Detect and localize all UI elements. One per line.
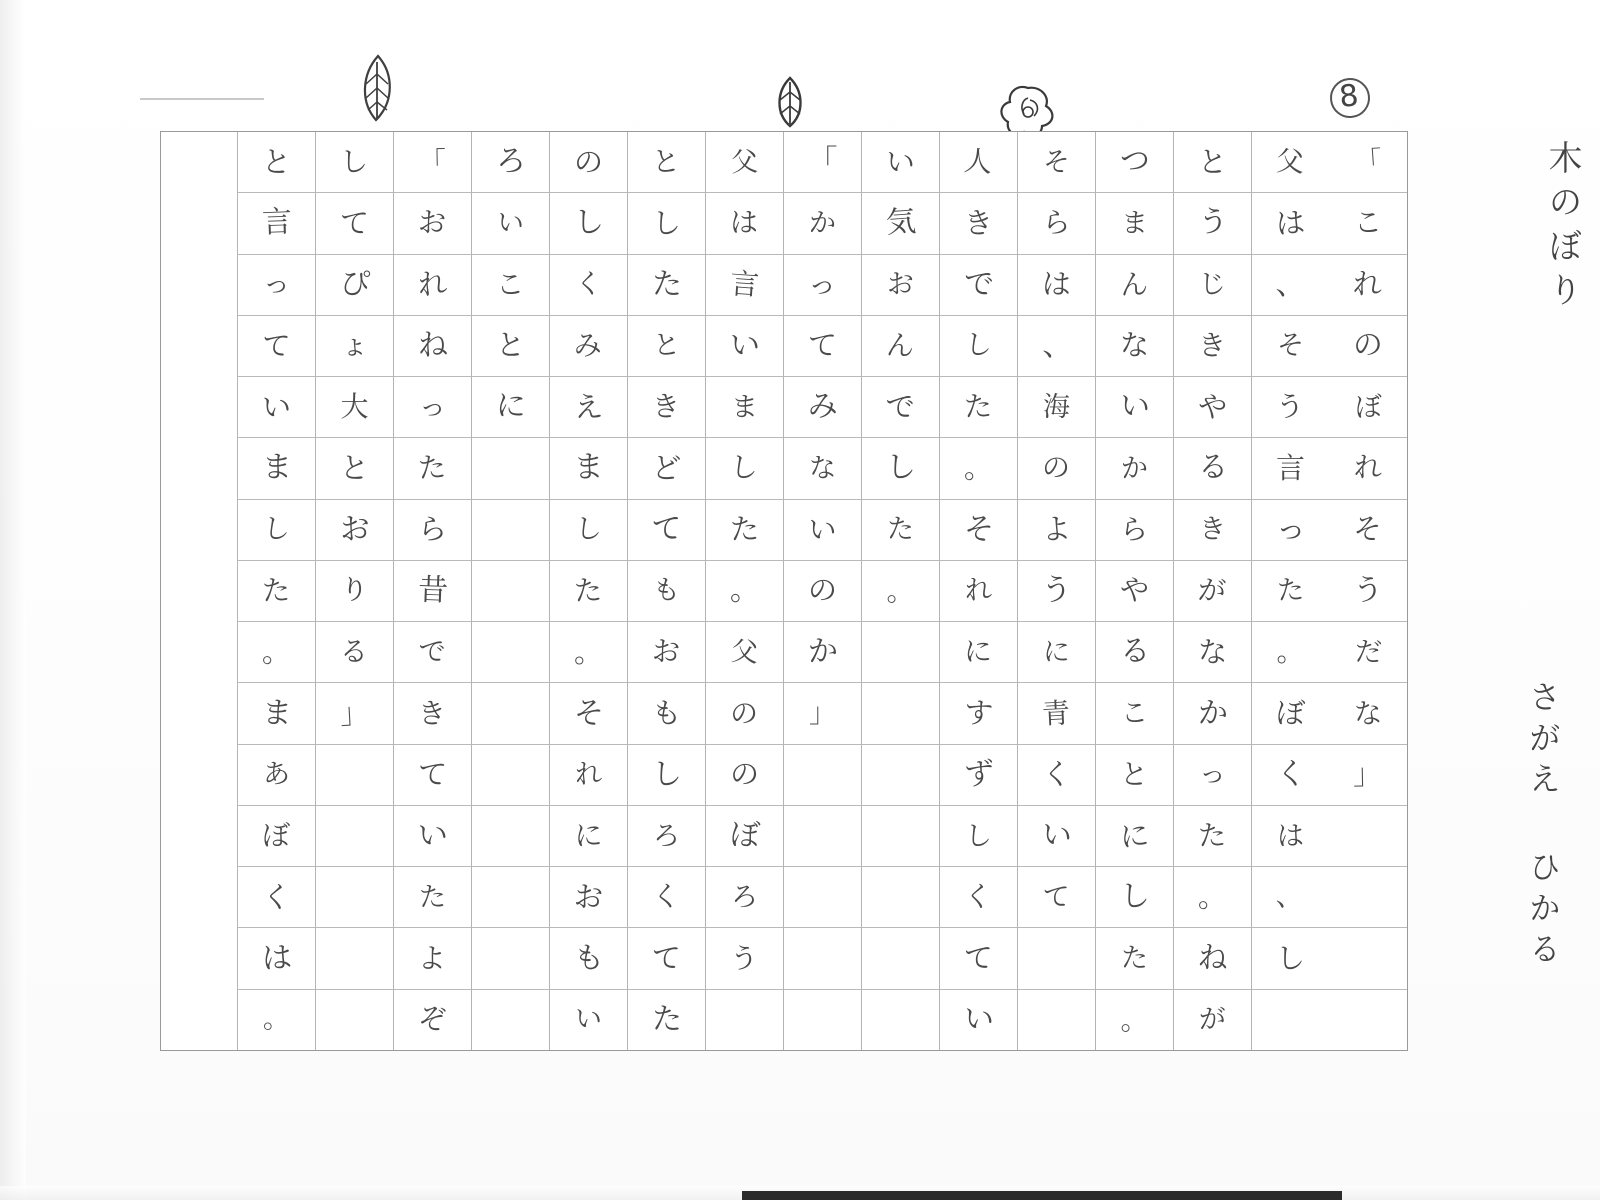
manuscript-cell: は	[706, 193, 783, 254]
manuscript-cell	[1329, 990, 1407, 1050]
manuscript-column	[1095, 132, 1173, 1050]
manuscript-cell: か	[784, 622, 861, 683]
manuscript-cell: す	[940, 683, 1017, 744]
manuscript-cell	[316, 806, 393, 867]
manuscript-cell: じ	[1174, 255, 1251, 316]
manuscript-cell: 。	[1119, 1001, 1150, 1037]
manuscript-cell: 。	[706, 561, 783, 622]
manuscript-cell: 昔	[394, 561, 471, 622]
manuscript-cell: て	[784, 316, 861, 377]
manuscript-cell: ま	[550, 438, 627, 499]
manuscript-cell: い	[784, 500, 861, 561]
manuscript-cell	[862, 990, 939, 1050]
manuscript-cell: 言	[238, 193, 315, 254]
manuscript-cell: る	[1096, 622, 1173, 683]
manuscript-cell: う	[706, 928, 783, 989]
manuscript-cell: し	[238, 500, 315, 561]
manuscript-cell	[1018, 928, 1095, 989]
manuscript-cell: ま	[238, 438, 315, 499]
manuscript-cell: れ	[1329, 255, 1407, 316]
manuscript-cell: 青	[1018, 683, 1095, 744]
manuscript-cell: そ	[550, 683, 627, 744]
manuscript-cell	[1329, 867, 1407, 928]
manuscript-cell: し	[940, 316, 1017, 377]
manuscript-cell: よ	[394, 928, 471, 989]
manuscript-cell: い	[1096, 377, 1173, 438]
manuscript-cell: ね	[394, 316, 471, 377]
manuscript-cell	[472, 745, 549, 806]
manuscript-cell: っ	[1174, 745, 1251, 806]
manuscript-cell	[862, 683, 939, 744]
manuscript-cell	[472, 990, 549, 1050]
manuscript-cell: の	[784, 561, 861, 622]
manuscript-cell: お	[628, 622, 705, 683]
manuscript-cell: れ	[940, 561, 1017, 622]
manuscript-cell: た	[940, 377, 1017, 438]
manuscript-cell: な	[784, 438, 861, 499]
manuscript-cell: う	[1329, 561, 1407, 622]
manuscript-cell: に	[550, 806, 627, 867]
manuscript-cell	[472, 622, 549, 683]
manuscript-cell: き	[1174, 316, 1251, 377]
composition-author: さがえ ひかる	[1524, 680, 1562, 973]
manuscript-cell: も	[550, 928, 627, 989]
manuscript-cell	[316, 867, 393, 928]
manuscript-column	[1251, 132, 1329, 1050]
manuscript-cell: 大	[316, 377, 393, 438]
manuscript-cell: ど	[628, 438, 705, 499]
manuscript-cell: き	[1174, 500, 1251, 561]
manuscript-cell: こ	[1329, 193, 1407, 254]
manuscript-column	[315, 132, 393, 1050]
manuscript-cell: 」	[784, 683, 861, 744]
manuscript-cell: し	[1096, 867, 1173, 928]
manuscript-cell	[784, 990, 861, 1050]
manuscript-cell: は	[1018, 255, 1095, 316]
manuscript-cell: な	[1096, 316, 1173, 377]
manuscript-cell: し	[550, 500, 627, 561]
manuscript-cell: る	[1174, 438, 1251, 499]
manuscript-cell: 人	[940, 132, 1017, 193]
manuscript-cell: ろ	[706, 867, 783, 928]
manuscript-cell: あ	[238, 745, 315, 806]
manuscript-cell: 「	[394, 132, 471, 193]
manuscript-cell: っ	[238, 255, 315, 316]
manuscript-cell: 父	[1252, 132, 1329, 193]
manuscript-cell: て	[394, 745, 471, 806]
composition-title: 木のぼり	[1542, 140, 1582, 316]
manuscript-cell: に	[1018, 622, 1095, 683]
manuscript-sheet	[160, 131, 1408, 1051]
manuscript-cell: そ	[940, 500, 1017, 561]
manuscript-cell	[1329, 928, 1407, 989]
manuscript-cell: ぼ	[706, 806, 783, 867]
manuscript-cell: て	[628, 928, 705, 989]
manuscript-cell: て	[628, 500, 705, 561]
manuscript-column	[1173, 132, 1251, 1050]
manuscript-cell: 」	[316, 683, 393, 744]
manuscript-cell: だ	[1329, 622, 1407, 683]
genkou-youshi-grid	[160, 131, 1408, 1051]
manuscript-cell: ろ	[628, 806, 705, 867]
page-number	[1330, 78, 1370, 118]
manuscript-cell: い	[706, 316, 783, 377]
manuscript-cell: よ	[1018, 500, 1095, 561]
manuscript-cell: く	[628, 867, 705, 928]
manuscript-column	[861, 132, 939, 1050]
manuscript-cell: 」	[1329, 745, 1407, 806]
manuscript-cell	[472, 867, 549, 928]
manuscript-cell: と	[472, 316, 549, 377]
manuscript-cell: ま	[1096, 193, 1173, 254]
manuscript-cell: 。	[1174, 867, 1251, 928]
leaf-doodle	[348, 52, 408, 124]
manuscript-cell: し	[940, 806, 1017, 867]
manuscript-cell: ぼ	[238, 806, 315, 867]
manuscript-cell: え	[550, 377, 627, 438]
manuscript-cell: れ	[550, 745, 627, 806]
manuscript-cell: た	[394, 438, 471, 499]
manuscript-cell: 、	[1252, 867, 1329, 928]
manuscript-cell: み	[550, 316, 627, 377]
manuscript-cell: っ	[1252, 500, 1329, 561]
manuscript-cell: と	[628, 316, 705, 377]
manuscript-cell: く	[1252, 745, 1329, 806]
manuscript-cell: ら	[394, 500, 471, 561]
manuscript-cell: う	[1252, 377, 1329, 438]
manuscript-cell	[316, 928, 393, 989]
manuscript-cell: れ	[394, 255, 471, 316]
manuscript-cell: 。	[862, 561, 939, 622]
manuscript-cell: ら	[1018, 193, 1095, 254]
manuscript-column	[1017, 132, 1095, 1050]
manuscript-cell: し	[706, 438, 783, 499]
manuscript-cell: の	[1329, 316, 1407, 377]
manuscript-cell: ぼ	[1252, 683, 1329, 744]
manuscript-cell	[316, 745, 393, 806]
manuscript-cell: い	[472, 193, 549, 254]
manuscript-cell	[862, 622, 939, 683]
manuscript-cell: ぼ	[1329, 377, 1407, 438]
manuscript-cell	[784, 867, 861, 928]
page-number-value: 8	[1328, 76, 1372, 120]
manuscript-cell: 海	[1018, 377, 1095, 438]
manuscript-cell: 。	[1252, 622, 1329, 683]
manuscript-cell: お	[316, 500, 393, 561]
manuscript-cell: し	[628, 745, 705, 806]
manuscript-cell: し	[1252, 928, 1329, 989]
manuscript-cell: ま	[238, 683, 315, 744]
manuscript-cell: つ	[1096, 132, 1173, 193]
manuscript-cell: か	[1096, 438, 1173, 499]
manuscript-cell: と	[1174, 132, 1251, 193]
manuscript-cell	[1252, 990, 1329, 1050]
manuscript-cell	[862, 928, 939, 989]
manuscript-cell: う	[1174, 193, 1251, 254]
manuscript-column	[471, 132, 549, 1050]
manuscript-cell	[862, 745, 939, 806]
manuscript-cell: 父	[706, 132, 783, 193]
manuscript-cell: く	[550, 255, 627, 316]
manuscript-cell: た	[862, 500, 939, 561]
manuscript-cell: っ	[394, 377, 471, 438]
manuscript-cell: 父	[706, 622, 783, 683]
manuscript-column	[939, 132, 1017, 1050]
manuscript-cell: で	[394, 622, 471, 683]
manuscript-cell: れ	[1329, 438, 1407, 499]
manuscript-cell: と	[238, 132, 315, 193]
manuscript-cell: た	[1252, 561, 1329, 622]
manuscript-cell: た	[238, 561, 315, 622]
manuscript-cell: お	[862, 255, 939, 316]
manuscript-cell	[862, 867, 939, 928]
manuscript-cell	[472, 500, 549, 561]
manuscript-cell: そ	[1018, 132, 1095, 193]
manuscript-cell: た	[628, 255, 705, 316]
manuscript-cell: そ	[1252, 316, 1329, 377]
manuscript-cell: 。	[238, 622, 315, 683]
manuscript-cell: く	[940, 867, 1017, 928]
manuscript-cell: い	[575, 1004, 602, 1036]
manuscript-cell	[472, 561, 549, 622]
manuscript-cell: て	[1018, 867, 1095, 928]
manuscript-cell: ず	[940, 745, 1017, 806]
manuscript-cell: い	[394, 806, 471, 867]
manuscript-cell: ん	[1096, 255, 1173, 316]
manuscript-cell: た	[1096, 928, 1173, 989]
manuscript-cell: 「	[784, 132, 861, 193]
manuscript-cell: 、	[1252, 255, 1329, 316]
manuscript-cell: る	[316, 622, 393, 683]
manuscript-cell: い	[963, 1001, 994, 1038]
manuscript-cell: の	[550, 132, 627, 193]
manuscript-cell: が	[1174, 561, 1251, 622]
manuscript-cell: は	[1252, 193, 1329, 254]
manuscript-cell: た	[394, 867, 471, 928]
manuscript-cell: ま	[706, 377, 783, 438]
manuscript-cell	[784, 928, 861, 989]
manuscript-cell	[472, 438, 549, 499]
manuscript-cell: て	[940, 928, 1017, 989]
manuscript-cell: や	[1096, 561, 1173, 622]
manuscript-cell: や	[1174, 377, 1251, 438]
manuscript-cell: し	[550, 193, 627, 254]
manuscript-cell: 。	[940, 438, 1017, 499]
pencil-line-mark	[140, 98, 264, 100]
manuscript-cell: と	[628, 132, 705, 193]
manuscript-cell	[316, 990, 393, 1050]
manuscript-cell	[1018, 990, 1095, 1050]
manuscript-column	[549, 132, 627, 1050]
manuscript-cell: ょ	[316, 316, 393, 377]
manuscript-column	[237, 132, 315, 1050]
manuscript-cell	[472, 806, 549, 867]
manuscript-cell: お	[550, 867, 627, 928]
manuscript-cell: ん	[862, 316, 939, 377]
scan-edge-left	[0, 0, 26, 1200]
manuscript-cell: 言	[1252, 438, 1329, 499]
manuscript-cell: が	[1198, 1003, 1227, 1036]
manuscript-cell	[784, 745, 861, 806]
manuscript-cell: 。	[262, 1004, 291, 1036]
manuscript-cell: り	[316, 561, 393, 622]
manuscript-cell	[784, 806, 861, 867]
manuscript-cell: ぞ	[416, 1001, 449, 1038]
manuscript-cell: て	[316, 193, 393, 254]
manuscript-cell: い	[238, 377, 315, 438]
manuscript-cell: 「	[1329, 132, 1407, 193]
manuscript-cell: ぴ	[316, 255, 393, 316]
manuscript-cell	[862, 806, 939, 867]
manuscript-cell: の	[706, 745, 783, 806]
manuscript-cell: っ	[784, 255, 861, 316]
manuscript-cell: て	[238, 316, 315, 377]
manuscript-cell: く	[1018, 745, 1095, 806]
manuscript-cell: ろ	[472, 132, 549, 193]
manuscript-column	[705, 132, 783, 1050]
manuscript-cell	[706, 990, 783, 1050]
manuscript-cell: で	[862, 377, 939, 438]
manuscript-cell: と	[1096, 745, 1173, 806]
manuscript-cell: も	[628, 561, 705, 622]
manuscript-cell: い	[862, 132, 939, 193]
manuscript-cell: く	[238, 867, 315, 928]
manuscript-cell: は	[238, 928, 315, 989]
manuscript-cell: い	[1018, 806, 1095, 867]
manuscript-cell: 気	[862, 193, 939, 254]
manuscript-cell: お	[394, 193, 471, 254]
manuscript-cell: に	[1096, 806, 1173, 867]
manuscript-cell: か	[784, 193, 861, 254]
manuscript-cell: た	[1174, 806, 1251, 867]
manuscript-cell: き	[940, 193, 1017, 254]
manuscript-cell: こ	[1096, 683, 1173, 744]
manuscript-cell: た	[550, 561, 627, 622]
manuscript-cell	[472, 683, 549, 744]
manuscript-cell: に	[940, 622, 1017, 683]
manuscript-cell: し	[862, 438, 939, 499]
manuscript-cell: た	[706, 500, 783, 561]
manuscript-cell: と	[316, 438, 393, 499]
manuscript-cell: た	[650, 1001, 683, 1038]
manuscript-cell: み	[784, 377, 861, 438]
manuscript-cell: は	[1252, 806, 1329, 867]
manuscript-cell: な	[1174, 622, 1251, 683]
manuscript-cell	[472, 928, 549, 989]
manuscript-cell: 言	[706, 255, 783, 316]
manuscript-column	[783, 132, 861, 1050]
manuscript-column	[1329, 132, 1407, 1050]
manuscript-cell: に	[472, 377, 549, 438]
manuscript-cell: も	[628, 683, 705, 744]
scan-bottom-bar	[742, 1191, 1342, 1200]
manuscript-cell: そ	[1329, 500, 1407, 561]
manuscript-cell: 、	[1018, 316, 1095, 377]
manuscript-cell: の	[1018, 438, 1095, 499]
manuscript-column	[393, 132, 471, 1050]
manuscript-cell: し	[628, 193, 705, 254]
manuscript-cell: き	[628, 377, 705, 438]
leaf-doodle-small	[764, 74, 816, 130]
manuscript-cell: う	[1018, 561, 1095, 622]
manuscript-cell: 。	[550, 622, 627, 683]
manuscript-cell: な	[1329, 683, 1407, 744]
manuscript-cell: こ	[472, 255, 549, 316]
manuscript-cell	[1329, 806, 1407, 867]
manuscript-cell: か	[1174, 683, 1251, 744]
manuscript-cell: ね	[1174, 928, 1251, 989]
manuscript-cell: ら	[1096, 500, 1173, 561]
manuscript-column	[627, 132, 705, 1050]
manuscript-cell: き	[394, 683, 471, 744]
manuscript-cell: で	[940, 255, 1017, 316]
manuscript-cell: の	[706, 683, 783, 744]
manuscript-cell: し	[316, 132, 393, 193]
